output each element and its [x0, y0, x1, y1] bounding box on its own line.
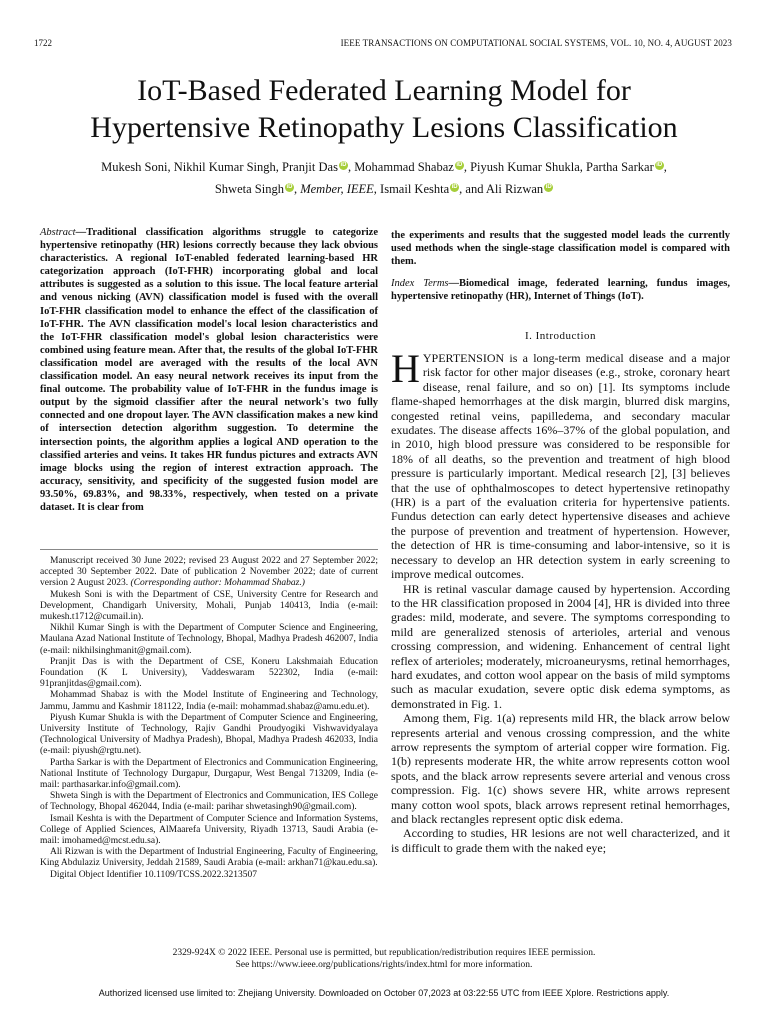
index-terms-label: Index Terms [391, 278, 449, 289]
orcid-icon[interactable]: iD [545, 184, 552, 190]
footnote: Ismail Keshta is with the Department of Computer Science and Information Systems, College of Applied Sciences, AlMaarefa University, Riyadh 13713, Saudi Arabia (e-mail: imohamed@mcst.edu.sa). [40, 813, 378, 847]
page-number: 1722 [34, 38, 52, 48]
title-line-1: IoT-Based Federated Learning Model for [137, 74, 631, 107]
author-separator: , [293, 182, 301, 196]
author-names-6: , Ismail Keshta [373, 182, 450, 196]
author-names-3: , Piyush Kumar Shukla, Partha Sarkar [463, 160, 654, 174]
author-list [40, 156, 728, 200]
drop-cap: H [391, 346, 420, 391]
footnote: Nikhil Kumar Singh is with the Department of Computer Science and Engineering, Maulana Azad National Institute of Technology, Bhopal, Madhya Pradesh 462007, India (e-mail: nikhilsinghmanit@gmail.com). [40, 623, 378, 656]
author-names-7: , and Ali Rizwan [459, 182, 544, 196]
title-line-2: Hypertensive Retinopathy Lesions Classification [90, 111, 678, 144]
footnote: Mukesh Soni is with the Department of CSE, University Centre for Research and Development, Chandigarh University, Mohali, Punjab 140413, India (e-mail: mukesh.t1712@cumail.in). [40, 589, 378, 623]
doi: Digital Object Identifier 10.1109/TCSS.2022.3213507 [50, 869, 258, 880]
abstract-label: Abstract [40, 227, 76, 238]
footnote-rule [40, 549, 378, 550]
orcid-icon[interactable]: iD [456, 162, 463, 168]
author-names-2: , Mohammad Shabaz [347, 160, 454, 174]
footnote: Mohammad Shabaz is with the Model Institute of Engineering and Technology, Jammu, Jammu and Kashmir 181122, India (e-mail: mohammad.shabaz@amu.edu.et). [40, 690, 378, 712]
intro-paragraph-2: HR is retinal vascular damage caused by hypertension. According to the HR classification proposed in 2004 [4], HR is divided into three grades: mild, moderate, and severe. The symptoms corresponding to mild are generalized stenosis of arterioles, arterial and venous crossing compression, and widening. Enhancement of central light reflex of arterioles; moderately, microaneurysms, retinal hemorrhages, hard exudates, and cotton wool appear on the basis of mild symptoms such as macular exudation, severe optic disk edema symptoms, as demonstrated in Fig. 1. [391, 581, 730, 711]
orcid-icon[interactable]: iD [340, 162, 347, 168]
footnote: Shweta Singh is with the Department of Electronics and Communication, IES College of Technology, Bhopal 462044, India (e-mail: parihar shwetasingh90@gmail.com). [40, 791, 378, 813]
author-line-1 [40, 156, 728, 178]
abstract-dash: — [75, 227, 87, 238]
section-heading-introduction: I. Introduction [524, 330, 597, 342]
abstract-text: Traditional classification algorithms struggle to categorize hypertensive retinopathy (HR) lesions correctly because they lack obvious characteristics. A regional IoT-enabled federated learning-based HR categorization approach (IoT-FHR) incorporating global and local attributes is suggested as a solution to this issue. The local feature arterial and venous nicking (AVN) classification model is fused with the overall IoT-FHR classification model to enhance the effect of the classification of IoT-FHR. The AVN classification model's local lesion characteristics and the IoT-FHR classification model's global lesion characteristics were combined using feature mean. After that, the results of the global IoT-FHR classification model are averaged with the results of the local AVN classification model. An easy neural network receives its input from the final outcome. The probability value of IoT-FHR in the fundus image is output by the sigmoid classifier after the neural network's two fully connected and one dropout layer. The AVN classification makes a new kind of intersection detection algorithm suggestion. To determine the intersection points, the algorithm applies a logical AND operation to the classified arteries and veins. It takes HR fundus pictures and extracts AVN image blocks using the region of interest extraction approach. The accuracy, sensitivity, and specificity of the suggested fusion model are 93.50%, 69.83%, and 98.33%, respectively, when tested on a private dataset. It is clear from [40, 227, 378, 513]
footnote: Pranjit Das is with the Department of CSE, Koneru Lakshmaiah Education Foundation (K L University), Vaddeswaram 522302, India (e-mail: 91pranjitdas@gmail.com). [40, 656, 378, 690]
index-terms-dash: — [448, 278, 459, 289]
journal-header: IEEE TRANSACTIONS ON COMPUTATIONAL SOCIAL SYSTEMS, VOL. 10, NO. 4, AUGUST 2023 [340, 38, 732, 48]
orcid-icon[interactable]: iD [451, 184, 458, 190]
orcid-icon[interactable]: iD [656, 162, 663, 168]
author-names-1: Mukesh Soni, Nikhil Kumar Singh, Pranjit Das [101, 160, 338, 174]
paper-title [0, 72, 768, 146]
author-membership: Member, IEEE [300, 182, 374, 196]
intro-paragraph-1: HYPERTENSION is a long-term medical disease and a major risk factor for other major diseases (e.g., stroke, coronary heart disease, renal failure, and so on) [1]. Its symptoms include flame-shaped hemorrhages at the disk margin, blurred disk margins, congested retinal veins, papilledema, and secondary macular exudates. The disease affects 16%–37% of the global population, and in 2010, high blood pressure was considered to be responsible for 18% of all deaths, so the prevention and treatment of high blood pressure is particularly important. Medical research [2], [3] believes that the use of ophthalmoscopes to detect hypertensive retinopathy (HR) is a part of the evaluation criteria for hypertensive patients. Fundus detection can early detect hypertensive diseases and achieve the purpose of prevention and treatment of hypertension. However, the detection of HR is time-consuming and labor-intensive, so it is necessary to develop an HR detection system in early screening to improve medical outcomes. [391, 346, 730, 582]
abstract [40, 226, 378, 514]
footnote: Manuscript received 30 June 2022; revised 23 August 2022 and 27 September 2022; accepted 30 September 2022. Date of publication 2 November 2022; date of current version 2 August 2023. (Corresponding author: Mohammad Shabaz.) [40, 556, 378, 589]
intro-paragraph-4: According to studies, HR lesions are not well characterized, and it is difficult to grade them with the naked eye; [391, 826, 730, 855]
copyright-notice: 2329-924X © 2022 IEEE. Personal use is permitted, but republication/redistribution requires IEEE permission. See https://www.ieee.org/publications/rights/index.html for more information. [172, 948, 596, 970]
footnote: Ali Rizwan is with the Department of Industrial Engineering, Faculty of Engineering, King Abdulaziz University, Jeddah 21589, Saudi Arabia (e-mail: arkhan71@kau.edu.sa). [40, 847, 378, 869]
intro-paragraph-3: Among them, Fig. 1(a) represents mild HR, the black arrow below represents arterial and venous crossing compression, and the white arrow represents the symptom of arterial copper wire formation. Fig. 1(b) represents moderate HR, the white arrow represents cotton wool spots, and the black arrow represents severe arterial and venous cross compression. Fig. 1(c) shows severe HR, white arrows represent many cotton wool spots, black arrows represent retinal hemorrhages, and black rectangles represent optic disk edema. [391, 711, 730, 826]
abstract-continued: the experiments and results that the suggested model leads the currently used methods when the single-stage classification model is compared with them. [391, 230, 730, 267]
author-names-4: , [663, 160, 667, 174]
footnote: Partha Sarkar is with the Department of Electronics and Communication Engineering, National Institute of Technology Durgapur, Durgapur, West Bengal 713209, India (e-mail: parthasarkar.info@gmail.com). [40, 757, 378, 791]
author-names-5: Shweta Singh [214, 182, 284, 196]
author-line-2 [40, 178, 728, 200]
index-terms [391, 277, 730, 303]
index-terms-text: Biomedical image, federated learning, fundus images, hypertensive retinopathy (HR), Internet of Things (IoT). [391, 278, 730, 302]
footnote: Piyush Kumar Shukla is with the Department of Computer Science and Engineering, University Institute of Technology, Rajiv Gandhi Proudyogiki Vishwavidyalaya (Technological University of Madhya Pradesh), Bhopal, Madhya Pradesh 462033, India (e-mail: piyush@rgtu.net). [40, 712, 378, 757]
footnotes [40, 556, 378, 881]
introduction-body [391, 346, 730, 855]
license-notice: Authorized licensed use limited to: Zhejiang University. Downloaded on October 07,2023 at 03:22:55 UTC from IEEE Xplore. Restrictions apply. [98, 988, 670, 998]
orcid-icon[interactable]: iD [286, 184, 293, 190]
